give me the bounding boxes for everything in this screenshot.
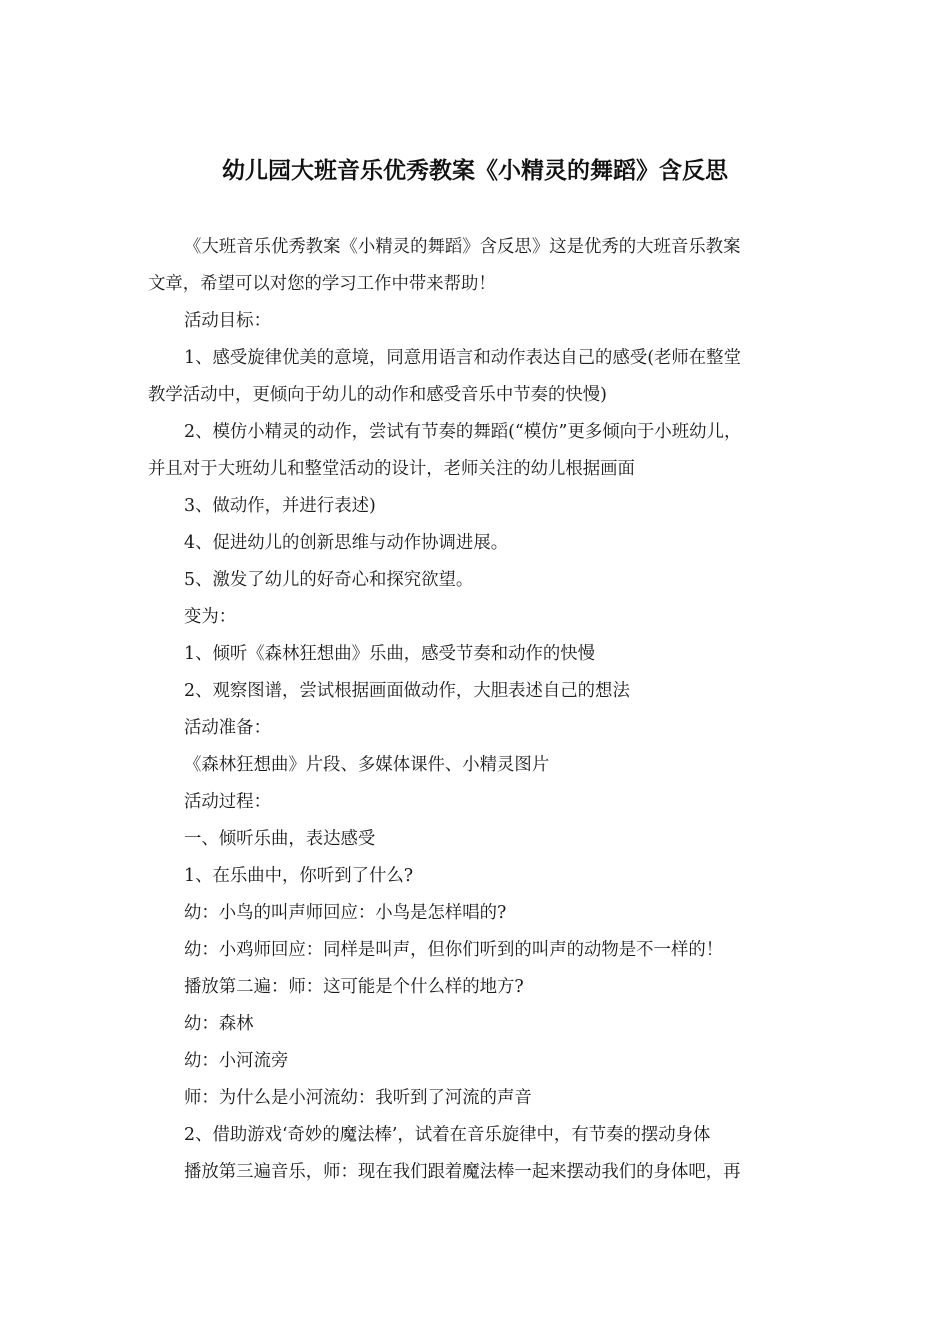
paragraph-line: 幼：小河流旁 [184, 1051, 289, 1071]
paragraph-line: 幼：森林 [184, 1014, 254, 1034]
paragraph-line: 幼：小鸡师回应：同样是叫声，但你们听到的叫声的动物是不一样的！ [184, 940, 724, 960]
paragraph-line: 2、观察图谱，尝试根据画面做动作，大胆表述自己的想法 [184, 681, 630, 701]
document-body [148, 229, 810, 1191]
paragraph-line: 5、激发了幼儿的好奇心和探究欲望。 [184, 570, 474, 590]
paragraph-line: 1、感受旋律优美的意境，同意用语言和动作表达自己的感受(老师在整堂 [184, 348, 741, 368]
paragraph-line: 4、促进幼儿的创新思维与动作协调进展。 [184, 533, 509, 553]
paragraph-line: 师：为什么是小河流幼：我听到了河流的声音 [184, 1088, 532, 1108]
paragraph-line: 幼：小鸟的叫声师回应：小鸟是怎样唱的? [184, 903, 507, 923]
paragraph-line: 变为： [184, 607, 237, 627]
paragraph-line: 并且对于大班幼儿和整堂活动的设计，老师关注的幼儿根据画面 [148, 459, 635, 479]
paragraph-line: 3、做动作，并进行表述) [184, 496, 376, 516]
paragraph-line: 活动过程： [184, 792, 271, 812]
paragraph-line: 2、借助游戏‘奇妙的魔法棒’，试着在音乐旋律中，有节奏的摆动身体 [184, 1125, 711, 1145]
paragraph-line: 2、模仿小精灵的动作，尝试有节奏的舞蹈(“模仿”更多倾向于小班幼儿， [184, 422, 742, 442]
paragraph-line: 《大班音乐优秀教案《小精灵的舞蹈》含反思》这是优秀的大班音乐教案 [184, 237, 741, 257]
paragraph-line: 1、倾听《森林狂想曲》乐曲，感受节奏和动作的快慢 [184, 644, 596, 664]
paragraph-line: 播放第二遍：师：这可能是个什么样的地方? [184, 977, 524, 997]
paragraph-line: 1、在乐曲中，你听到了什么? [184, 866, 414, 886]
paragraph-line: 活动目标： [184, 311, 271, 331]
paragraph-line: 播放第三遍音乐，师：现在我们跟着魔法棒一起来摆动我们的身体吧，再 [184, 1162, 741, 1182]
document-title: 幼儿园大班音乐优秀教案《小精灵的舞蹈》含反思 [222, 158, 728, 184]
paragraph-line: 文章，希望可以对您的学习工作中带来帮助！ [148, 274, 496, 294]
paragraph-line: 活动准备： [184, 718, 271, 738]
paragraph-line: 《森林狂想曲》片段、多媒体课件、小精灵图片 [184, 755, 550, 775]
paragraph-line: 教学活动中，更倾向于幼儿的动作和感受音乐中节奏的快慢) [148, 385, 607, 405]
paragraph-line: 一、倾听乐曲，表达感受 [184, 829, 376, 849]
